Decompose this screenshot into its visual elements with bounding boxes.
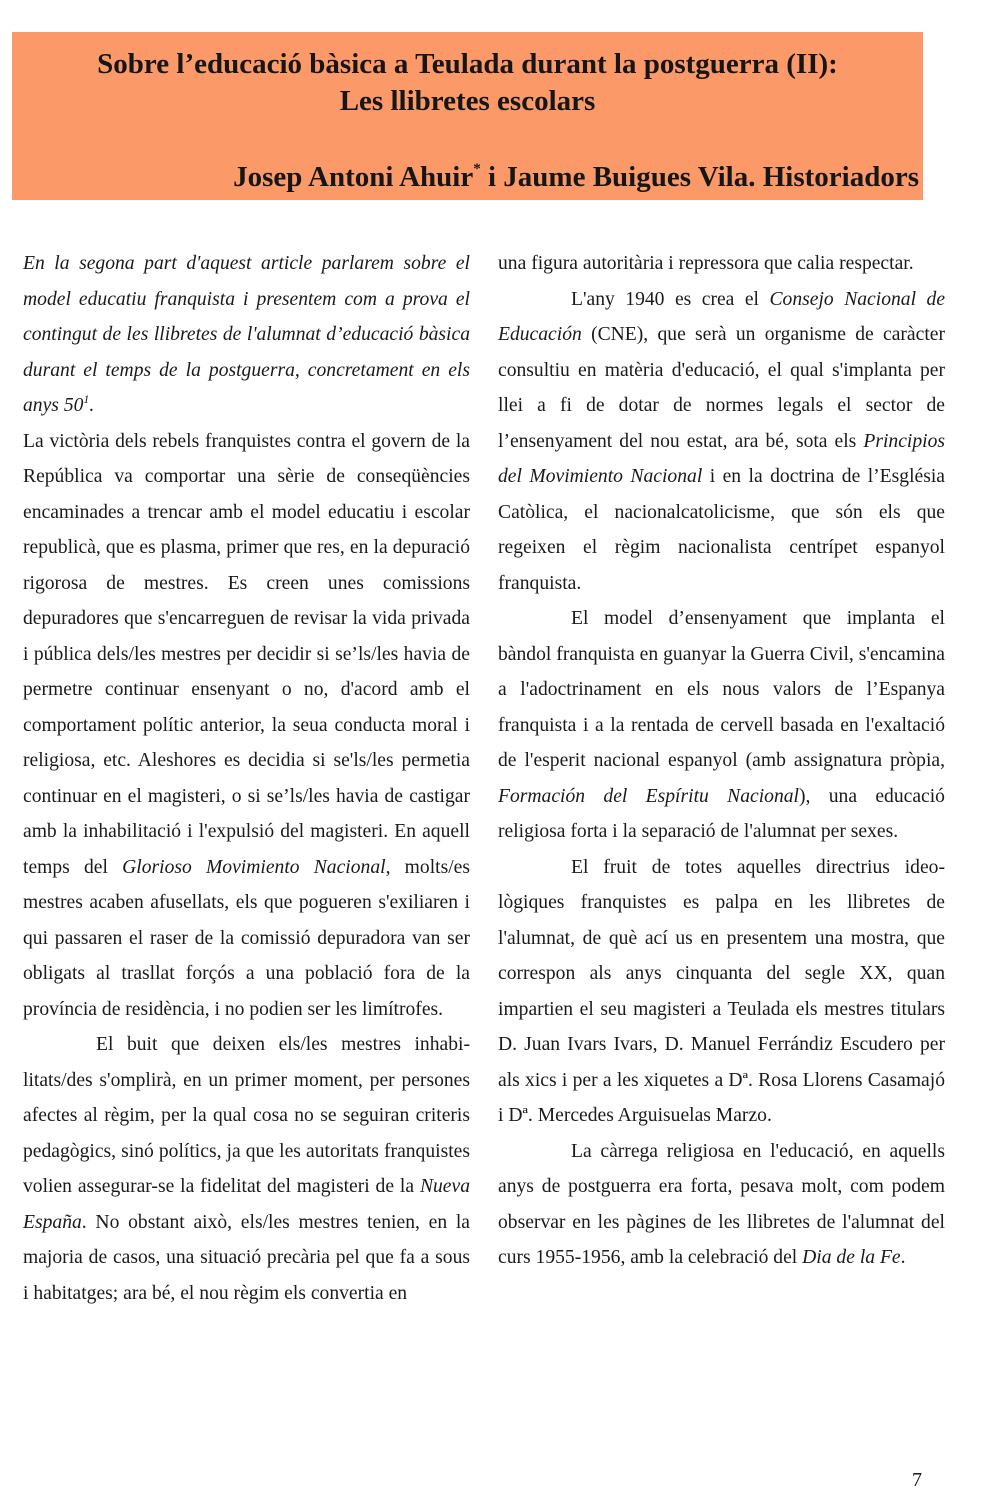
paragraph	[498, 601, 945, 850]
title-line-2: Les llibretes escolars	[339, 85, 596, 117]
text-run: (CNE), que serà un organisme de caràcter consultiu en matèria d'educació, el qual s'implanta per llei a fi de dotar de normes legals el sector de l’ensenyament del nou estat, ara bé, sota els	[498, 324, 945, 452]
article-authors	[233, 160, 919, 194]
text-run: El model d’ensenyament que implanta el bàndol franquista en guanyar la Guerra Civil, s'encamina a l'adoctrinament en els nous valors de l’Espanya franquista i a la rentada de cervell basada en l'exaltació de l'esperit nacional espanyol (amb assignatura pròpia,	[498, 608, 945, 771]
intro-end: .	[89, 395, 95, 416]
italic-run: Nueva España	[23, 1176, 470, 1233]
title-line-1: Sobre l’educació bàsica a Teulada durant la postguerra (II):	[97, 48, 838, 80]
article-title	[12, 46, 923, 120]
italic-run: Glorioso Movimiento Nacional	[122, 856, 386, 878]
italic-run: Principios del Movimiento Nacional	[498, 430, 945, 487]
left-column	[23, 246, 470, 1311]
right-column	[498, 246, 945, 1276]
author-1: Josep Antoni Ahuir	[233, 161, 474, 193]
italic-run: Formación del Espíritu Nacional	[498, 785, 799, 807]
italic-run: Consejo Nacional de Educación	[498, 288, 946, 345]
paragraph	[23, 1027, 470, 1311]
text-run: i en la doctrina de l’Església Catòlica, el nacionalcatolicisme, que són els que regeixen el règim nacionalista centrípet espanyol franquista.	[498, 466, 945, 594]
paragraph: una figura autoritària i repressora que calia respectar.	[498, 253, 914, 274]
paragraph	[498, 1134, 945, 1276]
author-footnote-mark: *	[473, 161, 481, 177]
footnote-ref: 1	[83, 392, 90, 406]
intro-paragraph	[23, 246, 470, 424]
italic-run: Dia de la Fe	[802, 1247, 901, 1268]
text-run: La victòria dels rebels franquistes contra el govern de la República va comportar una sèrie de conseqüències encaminades a trencar amb el model educatiu i escolar republicà, que es plasma, primer que res, en la depuració rigorosa de mestres. Es creen unes comissions depuradores que s'encarreguen de revisar la vida privada i pública dels/les mestres per decidir si se’ls/les havia de permetre continuar ensenyant o no, d'acord amb el comportament polític anterior, la seua conducta moral i religiosa, etc. Aleshores es decidia si se'ls/les permetia continuar en el magisteri, o si se’ls/les havia de castigar amb la inhabilitació i l'expulsió del magisteri. En aquell temps del	[23, 430, 470, 878]
authors-rest: i Jaume Buigues Vila. Historiadors	[480, 161, 919, 193]
text-run: .	[900, 1247, 906, 1268]
paragraph	[498, 282, 945, 602]
text-run: La càrrega religiosa en l'educació, en aquells anys de postguerra era forta, pesava molt, com podem observar en les pàgines de les llibretes de l'alumnat del curs 1955-1956, amb la celebració del	[498, 1140, 945, 1268]
page-number: 7	[912, 1469, 922, 1491]
title-banner	[12, 32, 923, 200]
intro-text: En la segona part d'aquest article parlarem sobre el model educatiu franquista i presentem com a prova el contingut de les llibretes de l'alumnat d’educació bàsica durant el temps de la postguerra, concretament en els anys 50	[23, 253, 470, 416]
text-run: L'any 1940 es crea el	[571, 288, 770, 310]
paragraph: El fruit de totes aquelles directrius ideològiques franquistes es palpa en les llibretes de l'alumnat, de què ací us en presentem una mostra, que correspon als anys cinquanta del segle XX, quan impartien el seu magisteri a Teulada els mestres titulars D. Juan Ivars Ivars, D. Manuel Ferrándiz Escudero per als xics i per a les xiquetes a Dª. Rosa Llorens Casamajó i Dª. Mercedes Arguisuelas Marzo.	[498, 856, 945, 1126]
paragraph	[23, 424, 470, 1028]
text-run: . No obstant això, els/les mestres tenien, en la majoria de casos, una situació precària pel que fa a sous i habitatges; ara bé, el nou règim els convertia en	[23, 1211, 470, 1304]
text-run: ), una educació religiosa forta i la separació de l'alumnat per sexes.	[498, 785, 945, 842]
text-run: , molts/es mestres acaben afusellats, els que pogueren s'exiliaren i qui passaren el raser de la comissió depuradora van ser obligats al trasllat forçós a una població fora de la província de residència, i no podien ser les limítrofes.	[23, 856, 470, 1020]
text-run: El buit que deixen els/les mestres inhabilitats/des s'omplirà, en un primer moment, per persones afectes al règim, per la qual cosa no se seguiran criteris pedagògics, sinó polítics, ja que les autoritats franquistes volien assegurar-se la fidelitat del magisteri de la	[23, 1034, 470, 1197]
